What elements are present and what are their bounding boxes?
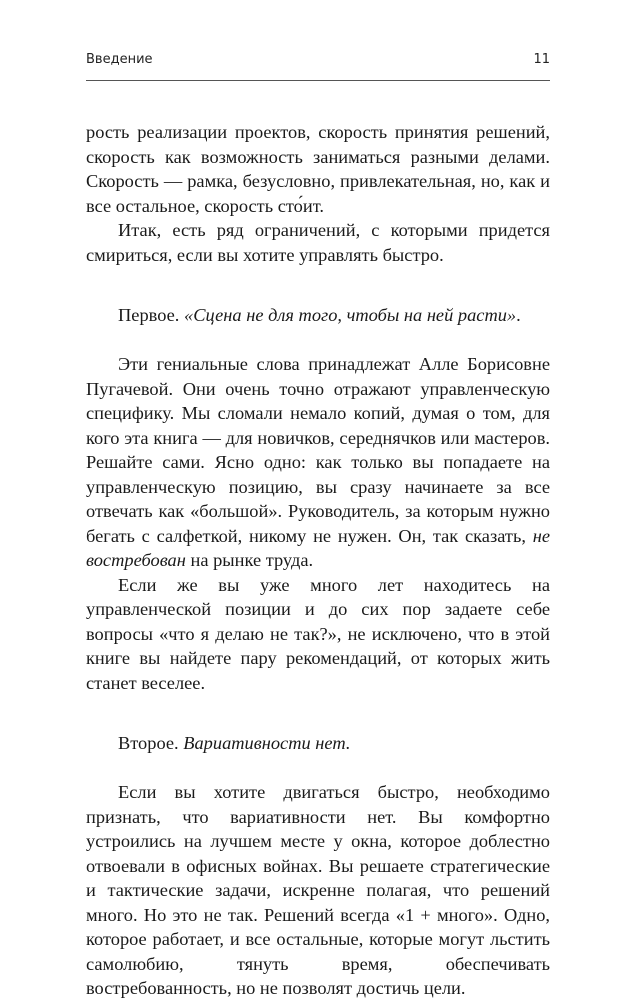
- heading-first: [86, 303, 550, 328]
- paragraph-2: Итак, есть ряд ограничений, с которыми придется смириться, если вы хотите управлять быстро.: [86, 220, 550, 265]
- section-title: Введение: [86, 52, 153, 67]
- page-number: 11: [533, 52, 550, 67]
- heading-first-end: .: [516, 305, 521, 325]
- paragraph-5: Если вы хотите двигаться быстро, необходимо признать, что вариативности нет. Вы комфортно устроились на лучшем месте у окна, которое доблестно отвоевали в офисных войнах. Вы решаете стратегические и тактические задачи, искренне полагая, что решений много. Но это не так. Решений всегда «1 + много». Одно, которое работает, и все остальные, которые могут льстить самолюбию, тянуть время, обеспечивать востребованность, но не позволят достичь цели.: [86, 782, 550, 998]
- paragraph-3-text: Эти гениальные слова принадлежат Алле Борисовне Пугачевой. Они очень точно отражают управленческую специфику. Мы сломали немало копий, думая о том, для кого эта книга — для новичков, середнячков или мастеров. Решайте сами. Ясно одно: как только вы попадаете на управленческую позицию, вы сразу начинаете за все отвечать как «большой». Руководитель, за которым нужно бегать с салфеткой, никому не нужен. Он, так сказать,: [86, 354, 550, 546]
- paragraph-3-emphasis: не востребован: [86, 525, 550, 570]
- heading-first-lead: Первое.: [118, 305, 180, 325]
- heading-second-emphasis: Вариативности нет.: [183, 733, 351, 753]
- page-body: [86, 120, 550, 1001]
- running-head: [86, 52, 550, 72]
- paragraph-1: рость реализации проектов, скорость принятия решений, скорость как возможность заниматься разными делами. Скорость — рамка, безусловно, привлекательная, но, как и все остальное, скорость сто́ит.: [86, 122, 550, 216]
- heading-second: [86, 731, 550, 756]
- paragraph-3: [86, 352, 550, 573]
- heading-first-quote: «Сцена не для того, чтобы на ней расти»: [184, 305, 517, 325]
- header-rule: [86, 80, 550, 81]
- paragraph-4: Если же вы уже много лет находитесь на управленческой позиции и до сих пор задаете себе вопросы «что я делаю не так?», не исключено, что в этой книге вы найдете пару рекомендаций, от которых жить станет веселее.: [86, 574, 550, 693]
- heading-second-lead: Второе.: [118, 733, 179, 753]
- paragraph-3-end: на рынке труда.: [190, 550, 314, 570]
